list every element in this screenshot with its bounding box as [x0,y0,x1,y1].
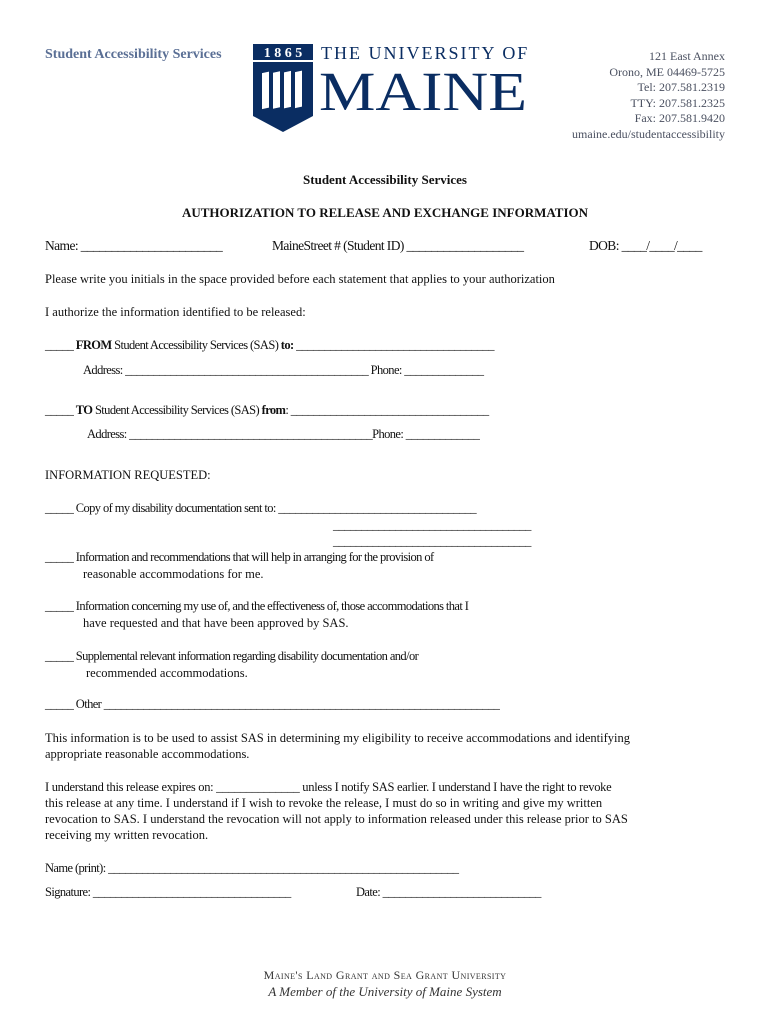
contact-tel: Tel: 207.581.2319 [637,80,725,94]
purpose-text-line-1: This information is to be used to assist SAS in determining my eligibility to receive accommodations and identifying [45,731,630,745]
contact-website[interactable]: umaine.edu/studentaccessibility [572,126,725,141]
university-logo [253,44,531,134]
svg-text:THE UNIVERSITY OF: THE UNIVERSITY OF [321,44,530,63]
from-address-field[interactable]: Address: ___________________________________________ Phone: ______________ [83,363,484,377]
expiration-text-line-3: revocation to SAS. I understand the revocation will not apply to information released under this release prior to SAS [45,812,628,826]
svg-text:1 8 6 5: 1 8 6 5 [263,46,303,61]
footer-system: A Member of the University of Maine System [268,984,502,999]
supplemental-item[interactable]: _____ Supplemental relevant information regarding disability documentation and/or [45,649,419,663]
contact-tty: TTY: 207.581.2325 [630,95,725,110]
recommendations-item-cont: reasonable accommodations for me. [83,567,264,581]
svg-text:MAINE: MAINE [319,61,527,122]
name-print-field[interactable]: Name (print): ______________________________________________________________ [45,861,459,875]
accommodation-use-item-cont: have requested and that have been approved by SAS. [83,616,349,630]
authorize-text: I authorize the information identified to be released: [45,305,306,319]
to-address-field[interactable]: Address: ___________________________________________Phone: _____________ [87,427,480,441]
expiration-text-line-1[interactable]: I understand this release expires on: ______________ unless I notify SAS earlier. I understand I have the right to revoke [45,780,612,794]
copy-recipient-line-2[interactable]: ___________________________________ [333,518,531,532]
contact-fax: Fax: 207.581.9420 [634,111,725,125]
copy-recipient-line-3[interactable]: ___________________________________ [333,534,531,548]
date-field[interactable]: Date: ____________________________ [356,885,541,899]
purpose-text-line-2: appropriate reasonable accommodations. [45,747,250,761]
accommodation-use-item[interactable]: _____ Information concerning my use of, and the effectiveness of, those accommodations that I [45,599,469,613]
instructions-text: Please write you initials in the space provided before each statement that applies to your authorization [45,272,555,286]
release-to-sas-line[interactable]: _____ TO Student Accessibility Services (SAS) from: ___________________________________ [45,403,489,417]
release-from-sas-line[interactable]: _____ FROM Student Accessibility Services (SAS) to: ___________________________________ [45,338,494,352]
copy-documentation-line[interactable]: _____ Copy of my disability documentation sent to: ___________________________________ [45,501,477,515]
signature-field[interactable]: Signature: ___________________________________ [45,885,291,899]
footer-tagline: Maine's Land Grant and Sea Grant University [263,968,507,982]
contact-address: 121 East Annex [649,49,725,63]
other-item[interactable]: _____ Other ______________________________________________________________________ [45,697,500,711]
form-heading: Student Accessibility Services [303,172,467,187]
supplemental-item-cont: recommended accommodations. [86,666,248,680]
info-requested-heading: INFORMATION REQUESTED: [45,468,211,482]
recommendations-item[interactable]: _____ Information and recommendations that will help in arranging for the provision of [45,550,434,564]
student-id-field[interactable]: MaineStreet # (Student ID) ___________________ [272,238,524,253]
expiration-text-line-4: receiving my written revocation. [45,828,209,842]
name-field[interactable]: Name: _______________________ [45,238,223,253]
department-name: Student Accessibility Services [45,47,222,62]
dob-field[interactable]: DOB: ____/____/____ [589,238,702,253]
contact-city: Orono, ME 04469-5725 [609,64,725,79]
expiration-text-line-2: this release at any time. I understand if I wish to revoke the release, I must do so in writing and give my written [45,796,603,810]
form-title: AUTHORIZATION TO RELEASE AND EXCHANGE INFORMATION [181,205,589,220]
contact-block [572,49,725,142]
